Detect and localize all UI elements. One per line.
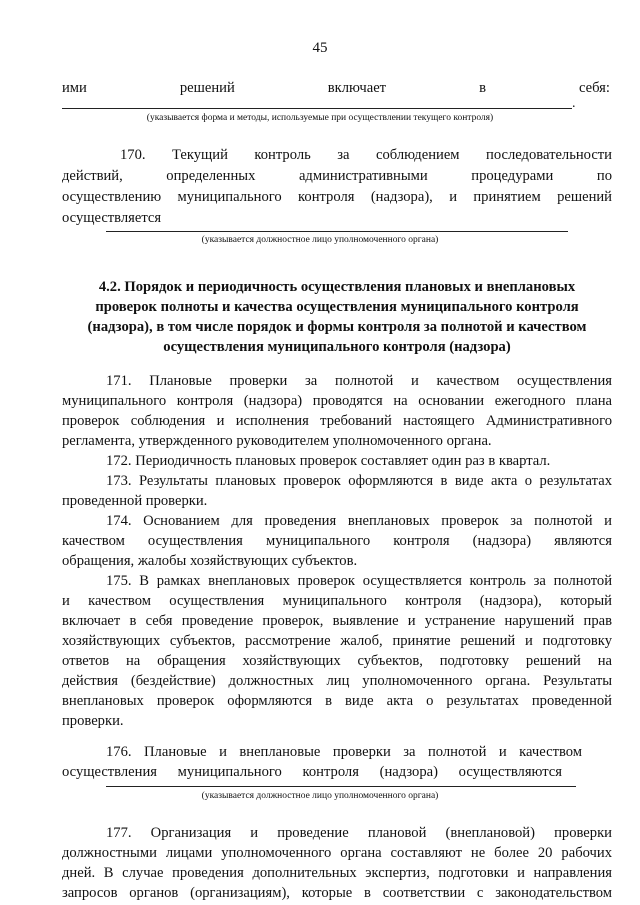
p171-line: муниципального контроля (надзора) проводятся на основании ежегодного плана	[62, 393, 612, 409]
p175-line: ответов на обращения хозяйствующих субъектов, подготовку решений на	[62, 653, 612, 669]
p171-line: проверок соблюдения и исполнения требований настоящего Административного	[62, 413, 612, 429]
p175-line: внеплановых проверок оформляются в виде акта о результатах проведенной	[62, 693, 612, 709]
trailing-period: .	[572, 96, 576, 111]
word: в	[479, 80, 486, 96]
p173-line: 173. Результаты плановых проверок оформляются в виде акта о результатах	[106, 473, 612, 489]
p174-line: качеством осуществления муниципального контроля (надзора) являются	[62, 533, 612, 549]
p177-line: запросов органов (организациям), которые в соответствии с законодательством	[62, 885, 612, 901]
top-line	[62, 78, 610, 99]
p177-line: дней. В случае проведения дополнительных экспертиз, подготовки и направления	[62, 865, 612, 881]
footnote-official: (указывается должностное лицо уполномоченного органа)	[201, 791, 439, 801]
p170-line: осуществлению муниципального контроля (надзора), и принятием решений	[62, 189, 612, 205]
p176-line: 176. Плановые и внеплановые проверки за полнотой и качеством	[106, 744, 582, 760]
p174-line: 174. Основанием для проведения внеплановых проверок за полнотой и	[106, 513, 612, 529]
section-heading-line: 4.2. Порядок и периодичность осуществления плановых и внеплановых	[98, 279, 576, 295]
p176-line: осуществления муниципального контроля (надзора) осуществляются	[62, 764, 562, 780]
p173-last-line: проведенной проверки.	[62, 493, 208, 509]
p175-line: 175. В рамках внеплановых проверок осуществляется контроль за полнотой	[106, 573, 612, 589]
footnote-official: (указывается должностное лицо уполномоченного органа)	[201, 235, 439, 245]
word: себя:	[578, 80, 610, 96]
p175-line: действия (бездействие) должностных лиц уполномоченного органа. Результаты	[62, 673, 612, 689]
p175-line: включает в себя проведение проверок, выявление и устранение нарушений прав	[62, 613, 612, 629]
p172: 172. Периодичность плановых проверок составляет один раз в квартал.	[106, 453, 551, 469]
blank-underline	[106, 231, 568, 232]
section-heading-line: (надзора), в том числе порядок и формы контроля за полнотой и качеством	[87, 319, 587, 335]
page-number: 45	[312, 40, 328, 56]
p175-line: и качеством осуществления муниципального контроля (надзора), который	[62, 593, 612, 609]
p175-line: хозяйствующих субъектов, рассмотрение жалоб, принятие решений и подготовку	[62, 633, 612, 649]
p174-last-line: обращения, жалобы хозяйствующих субъектов.	[62, 553, 358, 569]
word: ими	[62, 80, 87, 96]
blank-underline	[62, 108, 572, 109]
section-heading-line: проверок полноты и качества осуществления муниципального контроля	[95, 299, 579, 315]
footnote-form-methods: (указывается форма и методы, используемые при осуществлении текущего контроля)	[146, 113, 494, 123]
section-heading-line: осуществления муниципального контроля (надзора)	[163, 339, 511, 355]
p177-line: 177. Организация и проведение плановой (внеплановой) проверки	[106, 825, 612, 841]
p175-last-line: проверки.	[62, 713, 124, 729]
p170-line: действий, определенных административными процедурами по	[62, 168, 612, 184]
p171-last-line: регламента, утвержденного руководителем уполномоченного органа.	[62, 433, 492, 449]
word: решений	[179, 80, 235, 96]
p170-line: 170. Текущий контроль за соблюдением последовательности	[120, 147, 612, 163]
blank-underline	[106, 786, 576, 787]
word: включает	[327, 80, 387, 96]
p171-line: 171. Плановые проверки за полнотой и качеством осуществления	[106, 373, 612, 389]
p177-line: должностными лицами уполномоченного органа составляют не более 20 рабочих	[62, 845, 612, 861]
p170-last-line: осуществляется	[62, 210, 162, 226]
